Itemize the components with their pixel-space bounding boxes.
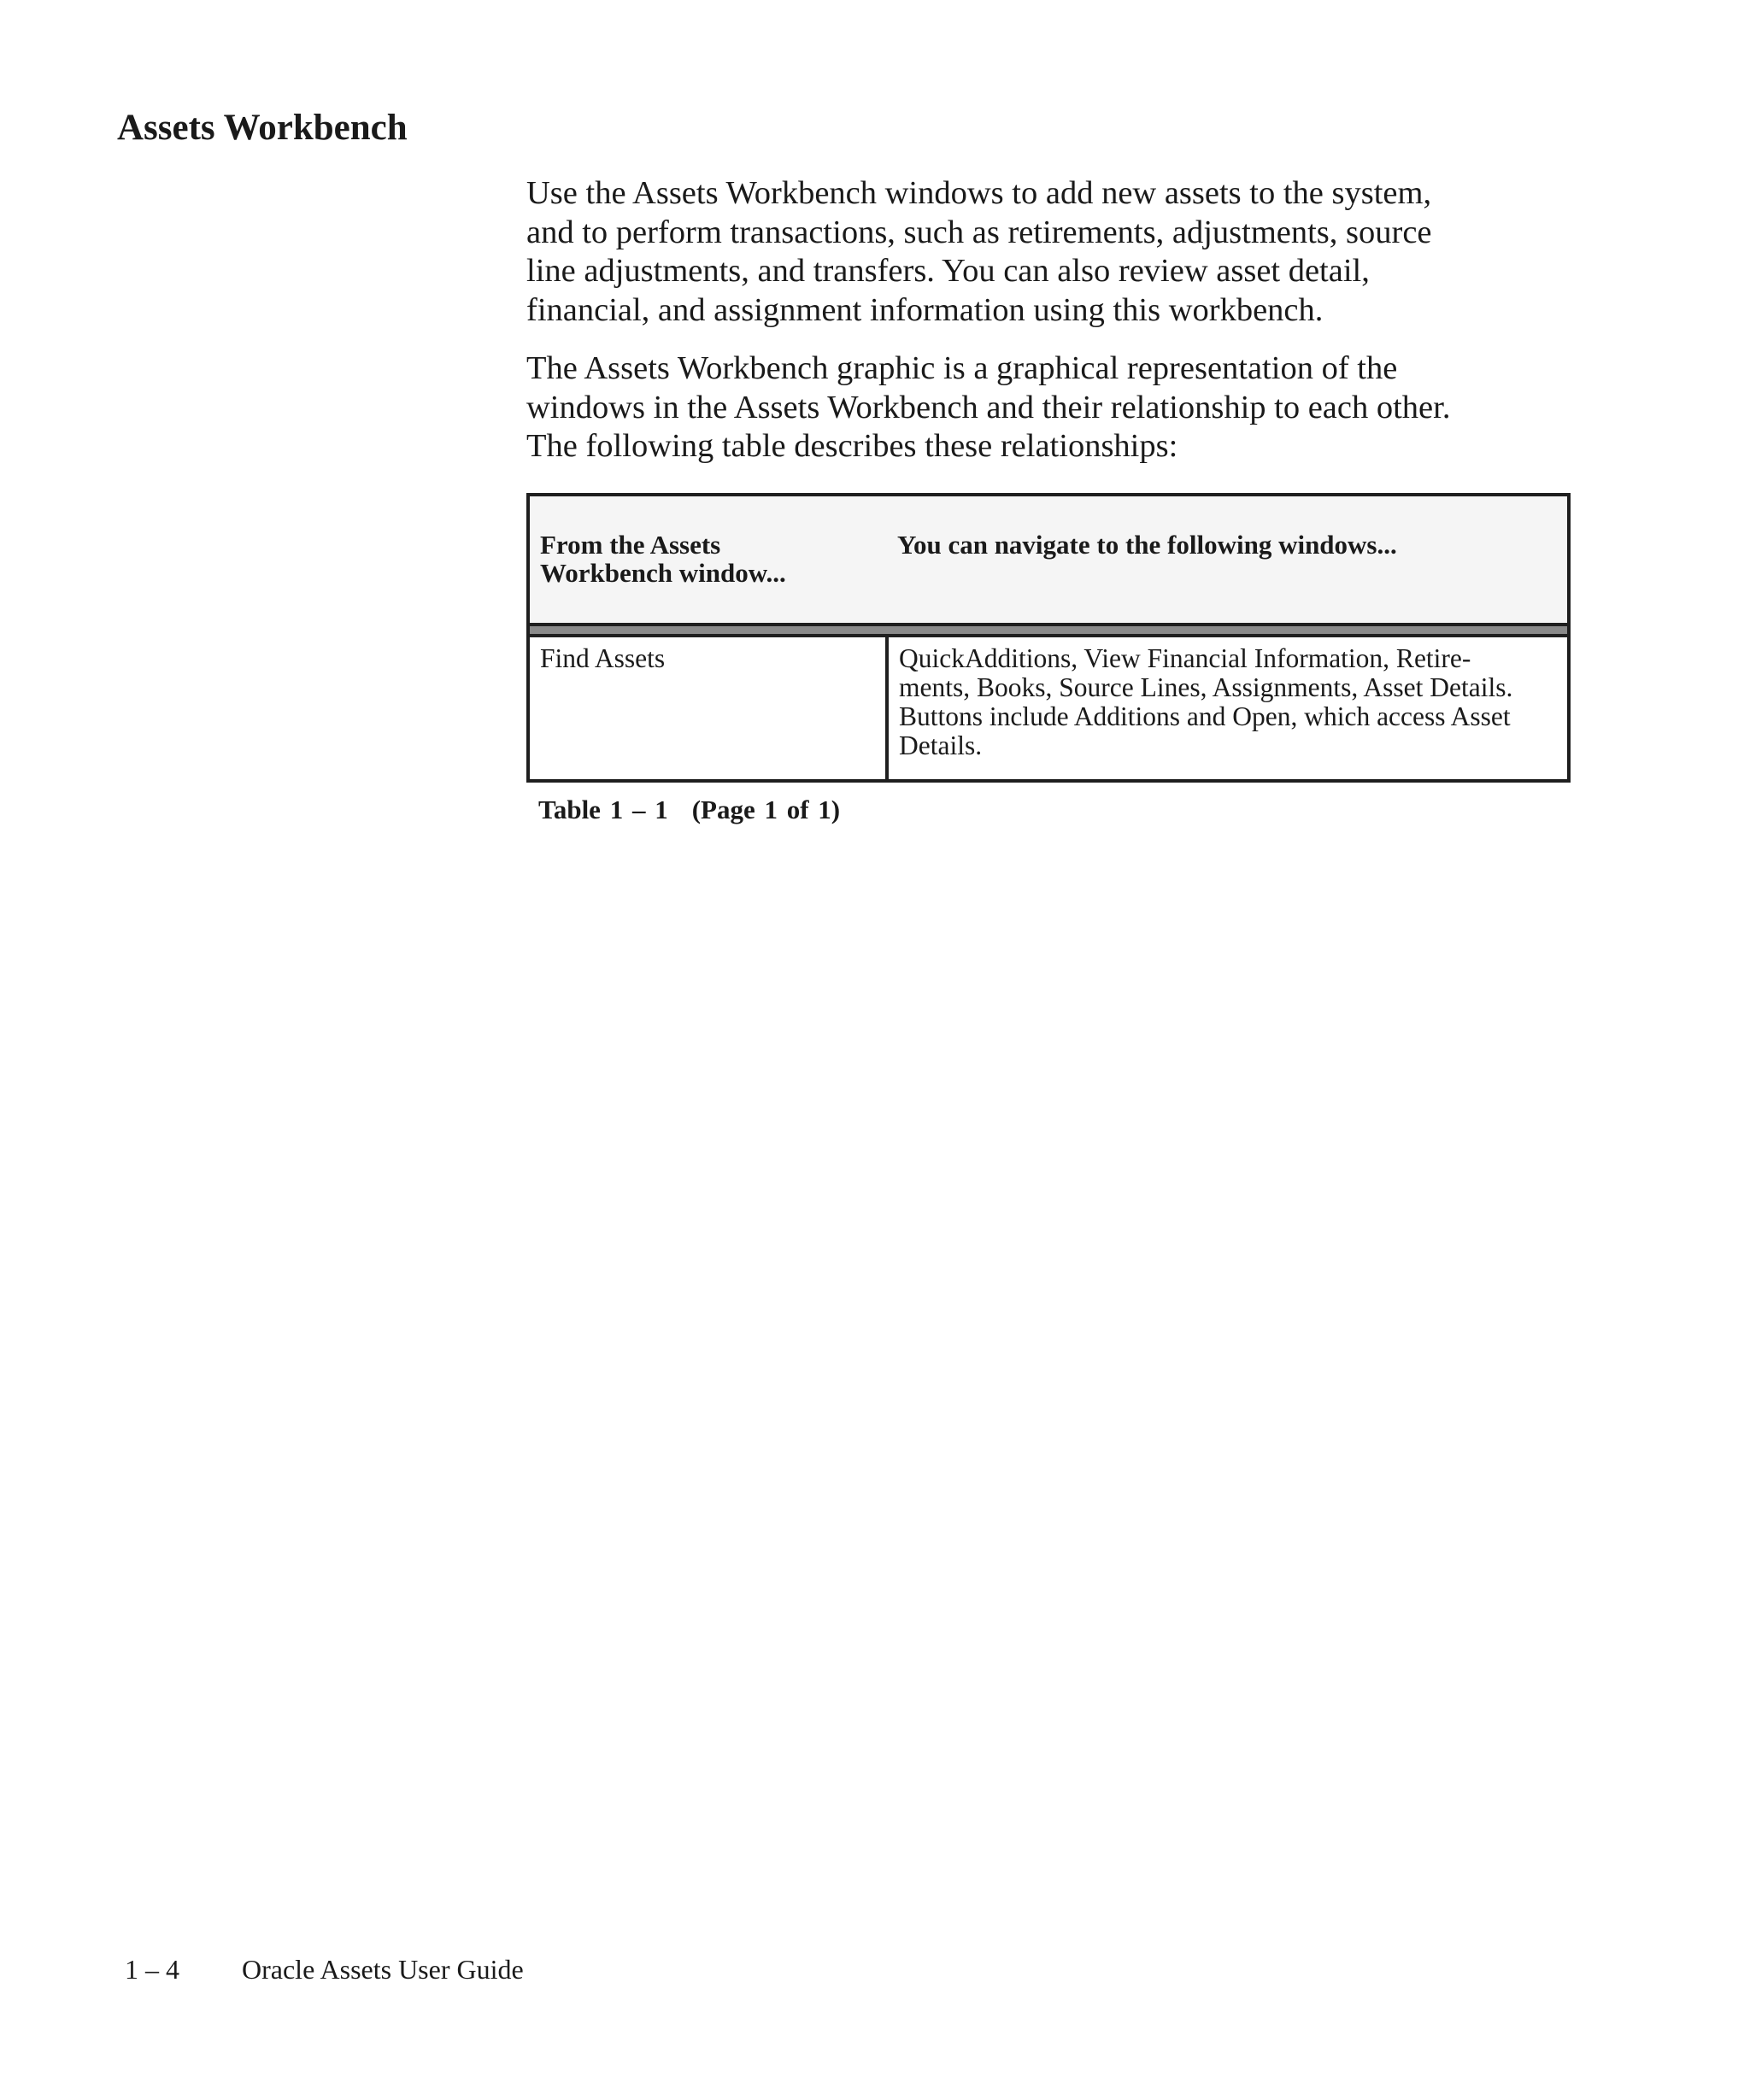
navigation-table-container [526,493,1571,783]
table-row [528,636,1569,781]
section-heading: Assets Workbench [117,108,408,148]
intro-paragraph: Use the Assets Workbench windows to add new assets to the system, and to perform transactions, such as retirements, adjustments, source line adjustments, and transfers. You can also review asset detail, financial, and assignment information using this workbench. [526,175,1432,328]
caption-page: (Page 1 of 1) [691,795,841,824]
footer-title: Oracle Assets User Guide [242,1954,524,1985]
header-navigate-to: You can navigate to the following windows... [887,495,1569,625]
navigation-table [526,493,1571,783]
header-rule-bar [530,625,1567,634]
page-footer [125,1954,524,1986]
table-header-row [528,495,1569,625]
header-rule-cell [528,625,1569,636]
graphic-description-paragraph: The Assets Workbench graphic is a graphical representation of the windows in the Assets Workbench and their relationship to each other. The following table describes these relationships: [526,350,1451,464]
header-rule [528,625,1569,636]
body-text [526,174,1577,486]
caption-label: Table 1 – 1 [538,795,668,824]
footer-page-number: 1 – 4 [125,1954,179,1985]
cell-navigate-to-text: QuickAdditions, View Financial Information, Retire- ments, Books, Source Lines, Assignments, Asset Details. Buttons include Additions and Open, which access Asset Details. [899,643,1513,760]
table-caption [538,795,840,825]
cell-navigate-to [887,636,1569,781]
cell-from-window: Find Assets [528,636,887,781]
header-from-window: From the Assets Workbench window... [528,495,887,625]
